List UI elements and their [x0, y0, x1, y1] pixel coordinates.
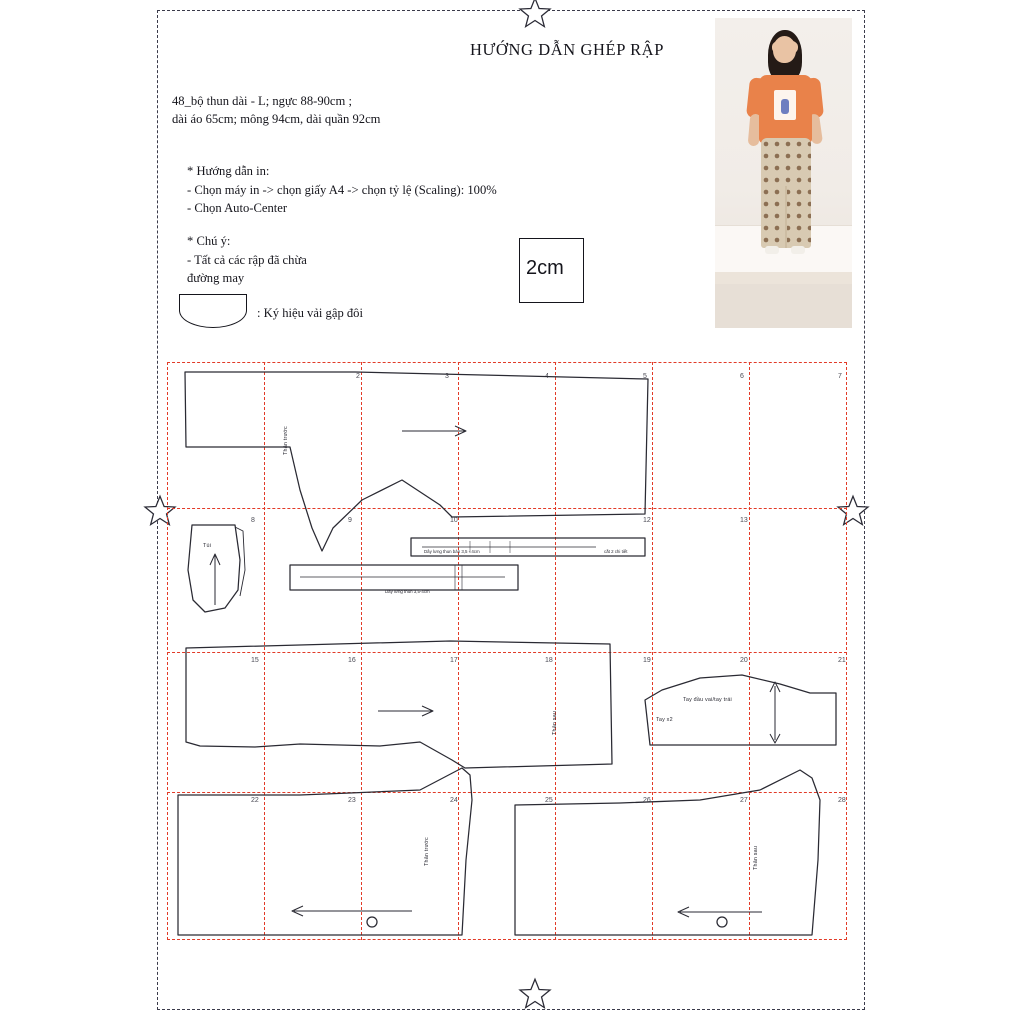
piece-label-tay-ao: Tay x2: [656, 717, 673, 723]
tile-number: 5: [643, 373, 647, 380]
caution-heading: * Chú ý:: [187, 234, 231, 248]
waistband-note-lower: Dây lưng thun 3,5-4cm: [385, 589, 430, 594]
tile-number: 18: [545, 657, 553, 664]
tile-number: 9: [348, 517, 352, 524]
tile-number: 17: [450, 657, 458, 664]
tile-number: 10: [450, 517, 458, 524]
piece-label-tui: Túi: [203, 543, 212, 549]
alignment-star-icon-bottom: [518, 977, 552, 1011]
caution-line1: - Tất cả các rập đã chừa: [187, 252, 307, 267]
tile-number: 15: [251, 657, 259, 664]
tile-number: 23: [348, 797, 356, 804]
tile-number: 19: [643, 657, 651, 664]
size-spec: [172, 92, 380, 128]
waistband-note-upper: Dây lưng thun bản 3,5 - 4cm: [424, 549, 480, 554]
piece-label-than-sau-ao: Thân sau: [753, 845, 759, 870]
caution-note: [187, 232, 307, 288]
tile-number: 3: [445, 373, 449, 380]
header-block: [157, 10, 865, 350]
caution-line2: đường may: [187, 271, 245, 285]
scale-check-square: [519, 238, 584, 303]
print-instructions-heading: * Hướng dẫn in:: [187, 164, 270, 178]
print-instructions-line2: - Chọn Auto-Center: [187, 201, 288, 215]
tile-number: 4: [545, 373, 549, 380]
product-photo: [715, 18, 852, 328]
piece-label-than-truoc-ao: Thân trước: [424, 837, 430, 866]
fold-legend: [179, 294, 363, 328]
piece-label-than-truoc-quan: Thân trước: [283, 426, 289, 455]
fold-legend-label: : Ký hiệu vải gập đôi: [257, 306, 363, 320]
piece-label-tay-dau-vai: Tay đầu vai/tay trái: [683, 697, 732, 703]
tile-number: 13: [740, 517, 748, 524]
tile-number: 21: [838, 657, 846, 664]
tile-number: 24: [450, 797, 458, 804]
print-instructions-line1: - Chọn máy in -> chọn giấy A4 -> chọn tỷ lệ (Scaling): 100%: [187, 182, 497, 197]
tile-number: 8: [251, 517, 255, 524]
tile-number: 28: [838, 797, 846, 804]
tile-number: 26: [643, 797, 651, 804]
fabric-fold-icon: [179, 294, 249, 328]
page-title: HƯỚNG DẪN GHÉP RẬP: [470, 40, 664, 59]
tile-number: 27: [740, 797, 748, 804]
tile-number: 7: [838, 373, 842, 380]
tile-number: 2: [356, 373, 360, 380]
tiling-grid: [167, 362, 847, 940]
tile-number: 6: [740, 373, 744, 380]
piece-label-than-sau-quan: Thân sau: [552, 710, 558, 735]
size-spec-line1: 48_bộ thun dài - L; ngực 88-90cm ;: [172, 94, 352, 108]
tile-number: 16: [348, 657, 356, 664]
tile-number: 12: [643, 517, 651, 524]
print-instructions: [187, 162, 497, 218]
tile-number: 25: [545, 797, 553, 804]
tile-number: 22: [251, 797, 259, 804]
tile-number: 20: [740, 657, 748, 664]
waistband-cut-note: cắt 2 chi tiết: [604, 549, 628, 554]
size-spec-line2: dài áo 65cm; mông 94cm, dài quần 92cm: [172, 112, 381, 126]
scale-check-label: 2cm: [526, 257, 564, 279]
